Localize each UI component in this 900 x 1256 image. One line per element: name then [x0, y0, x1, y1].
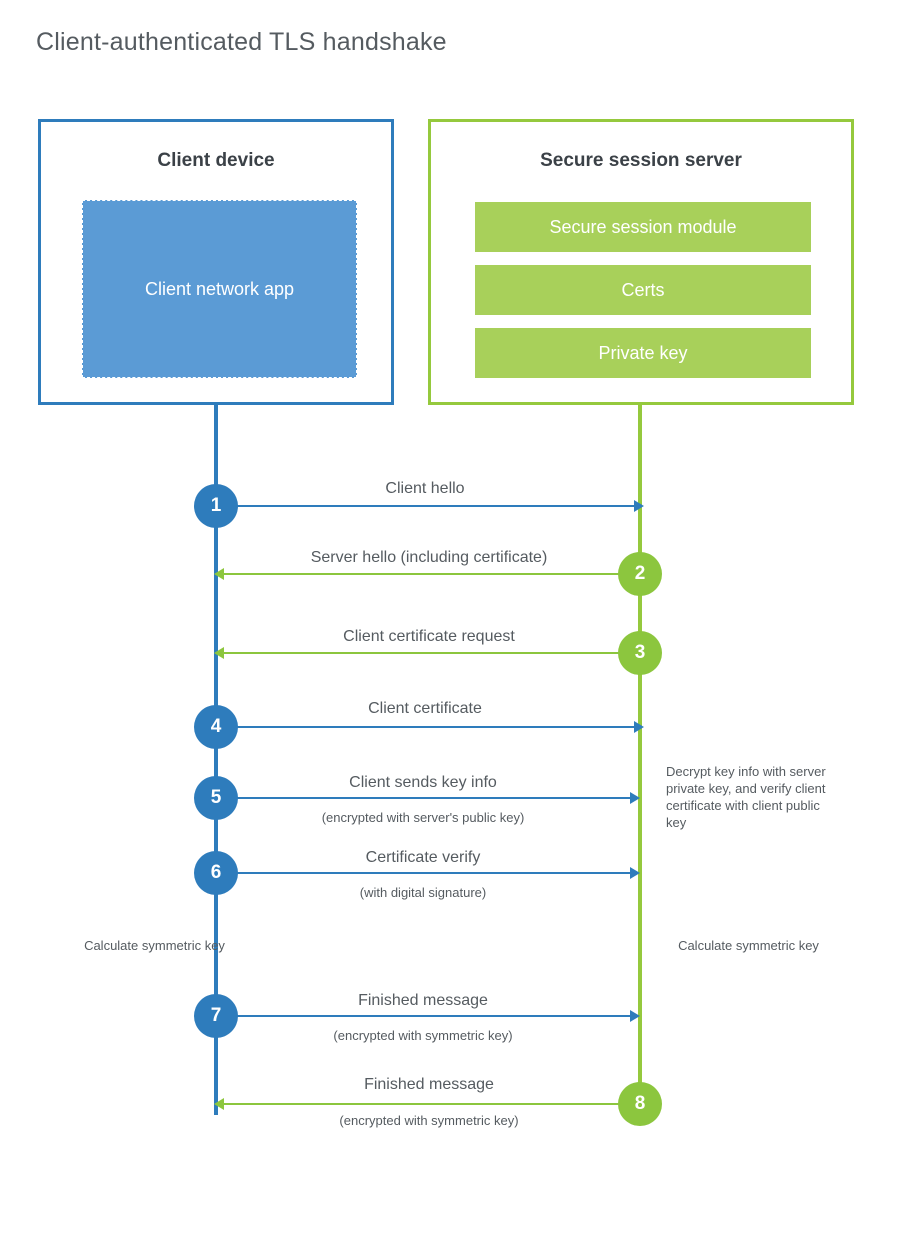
step-8-label: Finished message: [364, 1076, 494, 1093]
client-device-title: Client device: [157, 150, 275, 171]
step-5-arrow-head: [630, 792, 640, 804]
step-4-arrow-head: [634, 721, 644, 733]
step-1-label: Client hello: [385, 480, 465, 497]
step-8-sublabel: (encrypted with symmetric key): [339, 1113, 519, 1128]
step-6-arrow-head: [630, 867, 640, 879]
step-7-arrow-line: [216, 1015, 630, 1017]
secure-session-server-box: [428, 119, 854, 405]
step-5-sublabel: (encrypted with server's public key): [321, 810, 525, 825]
step-5-label: Client sends key info: [349, 774, 497, 791]
step-4-label: Client certificate: [368, 700, 482, 717]
step-marker-2: 2: [618, 552, 662, 596]
step-marker-8: 8: [618, 1082, 662, 1126]
step-7-label: Finished message: [358, 992, 488, 1009]
client-network-app-block: Client network app: [82, 200, 357, 378]
server-decrypt-note: Decrypt key info with server private key, and verify client certificate with client public key: [666, 764, 826, 830]
page-title: Client-authenticated TLS handshake: [36, 28, 447, 56]
server-component-certs: Certs: [475, 265, 811, 315]
step-6-sublabel: (with digital signature): [359, 885, 487, 900]
step-marker-3: 3: [618, 631, 662, 675]
step-marker-5: 5: [194, 776, 238, 820]
step-1-arrow-head: [634, 500, 644, 512]
step-3-arrow-head: [214, 647, 224, 659]
step-7-arrow-head: [630, 1010, 640, 1022]
step-2-arrow-line: [222, 573, 636, 575]
step-marker-7: 7: [194, 994, 238, 1038]
step-3-arrow-line: [222, 652, 636, 654]
step-4-arrow-line: [216, 726, 634, 728]
step-3-label: Client certificate request: [343, 628, 515, 645]
server-calculate-symmetric-key-note: Calculate symmetric key: [678, 938, 819, 953]
step-5-arrow-line: [216, 797, 630, 799]
step-6-arrow-line: [216, 872, 630, 874]
client-calculate-symmetric-key-note: Calculate symmetric key: [84, 938, 225, 953]
step-8-arrow-head: [214, 1098, 224, 1110]
secure-session-server-title: Secure session server: [540, 150, 742, 171]
step-1-arrow-line: [216, 505, 634, 507]
server-component-secure-session-module: Secure session module: [475, 202, 811, 252]
step-2-arrow-head: [214, 568, 224, 580]
step-marker-6: 6: [194, 851, 238, 895]
step-7-sublabel: (encrypted with symmetric key): [333, 1028, 513, 1043]
step-6-label: Certificate verify: [365, 849, 481, 866]
server-component-private-key: Private key: [475, 328, 811, 378]
step-marker-4: 4: [194, 705, 238, 749]
step-2-label: Server hello (including certificate): [310, 549, 548, 566]
client-device-box: [38, 119, 394, 405]
step-marker-1: 1: [194, 484, 238, 528]
step-8-arrow-line: [222, 1103, 636, 1105]
